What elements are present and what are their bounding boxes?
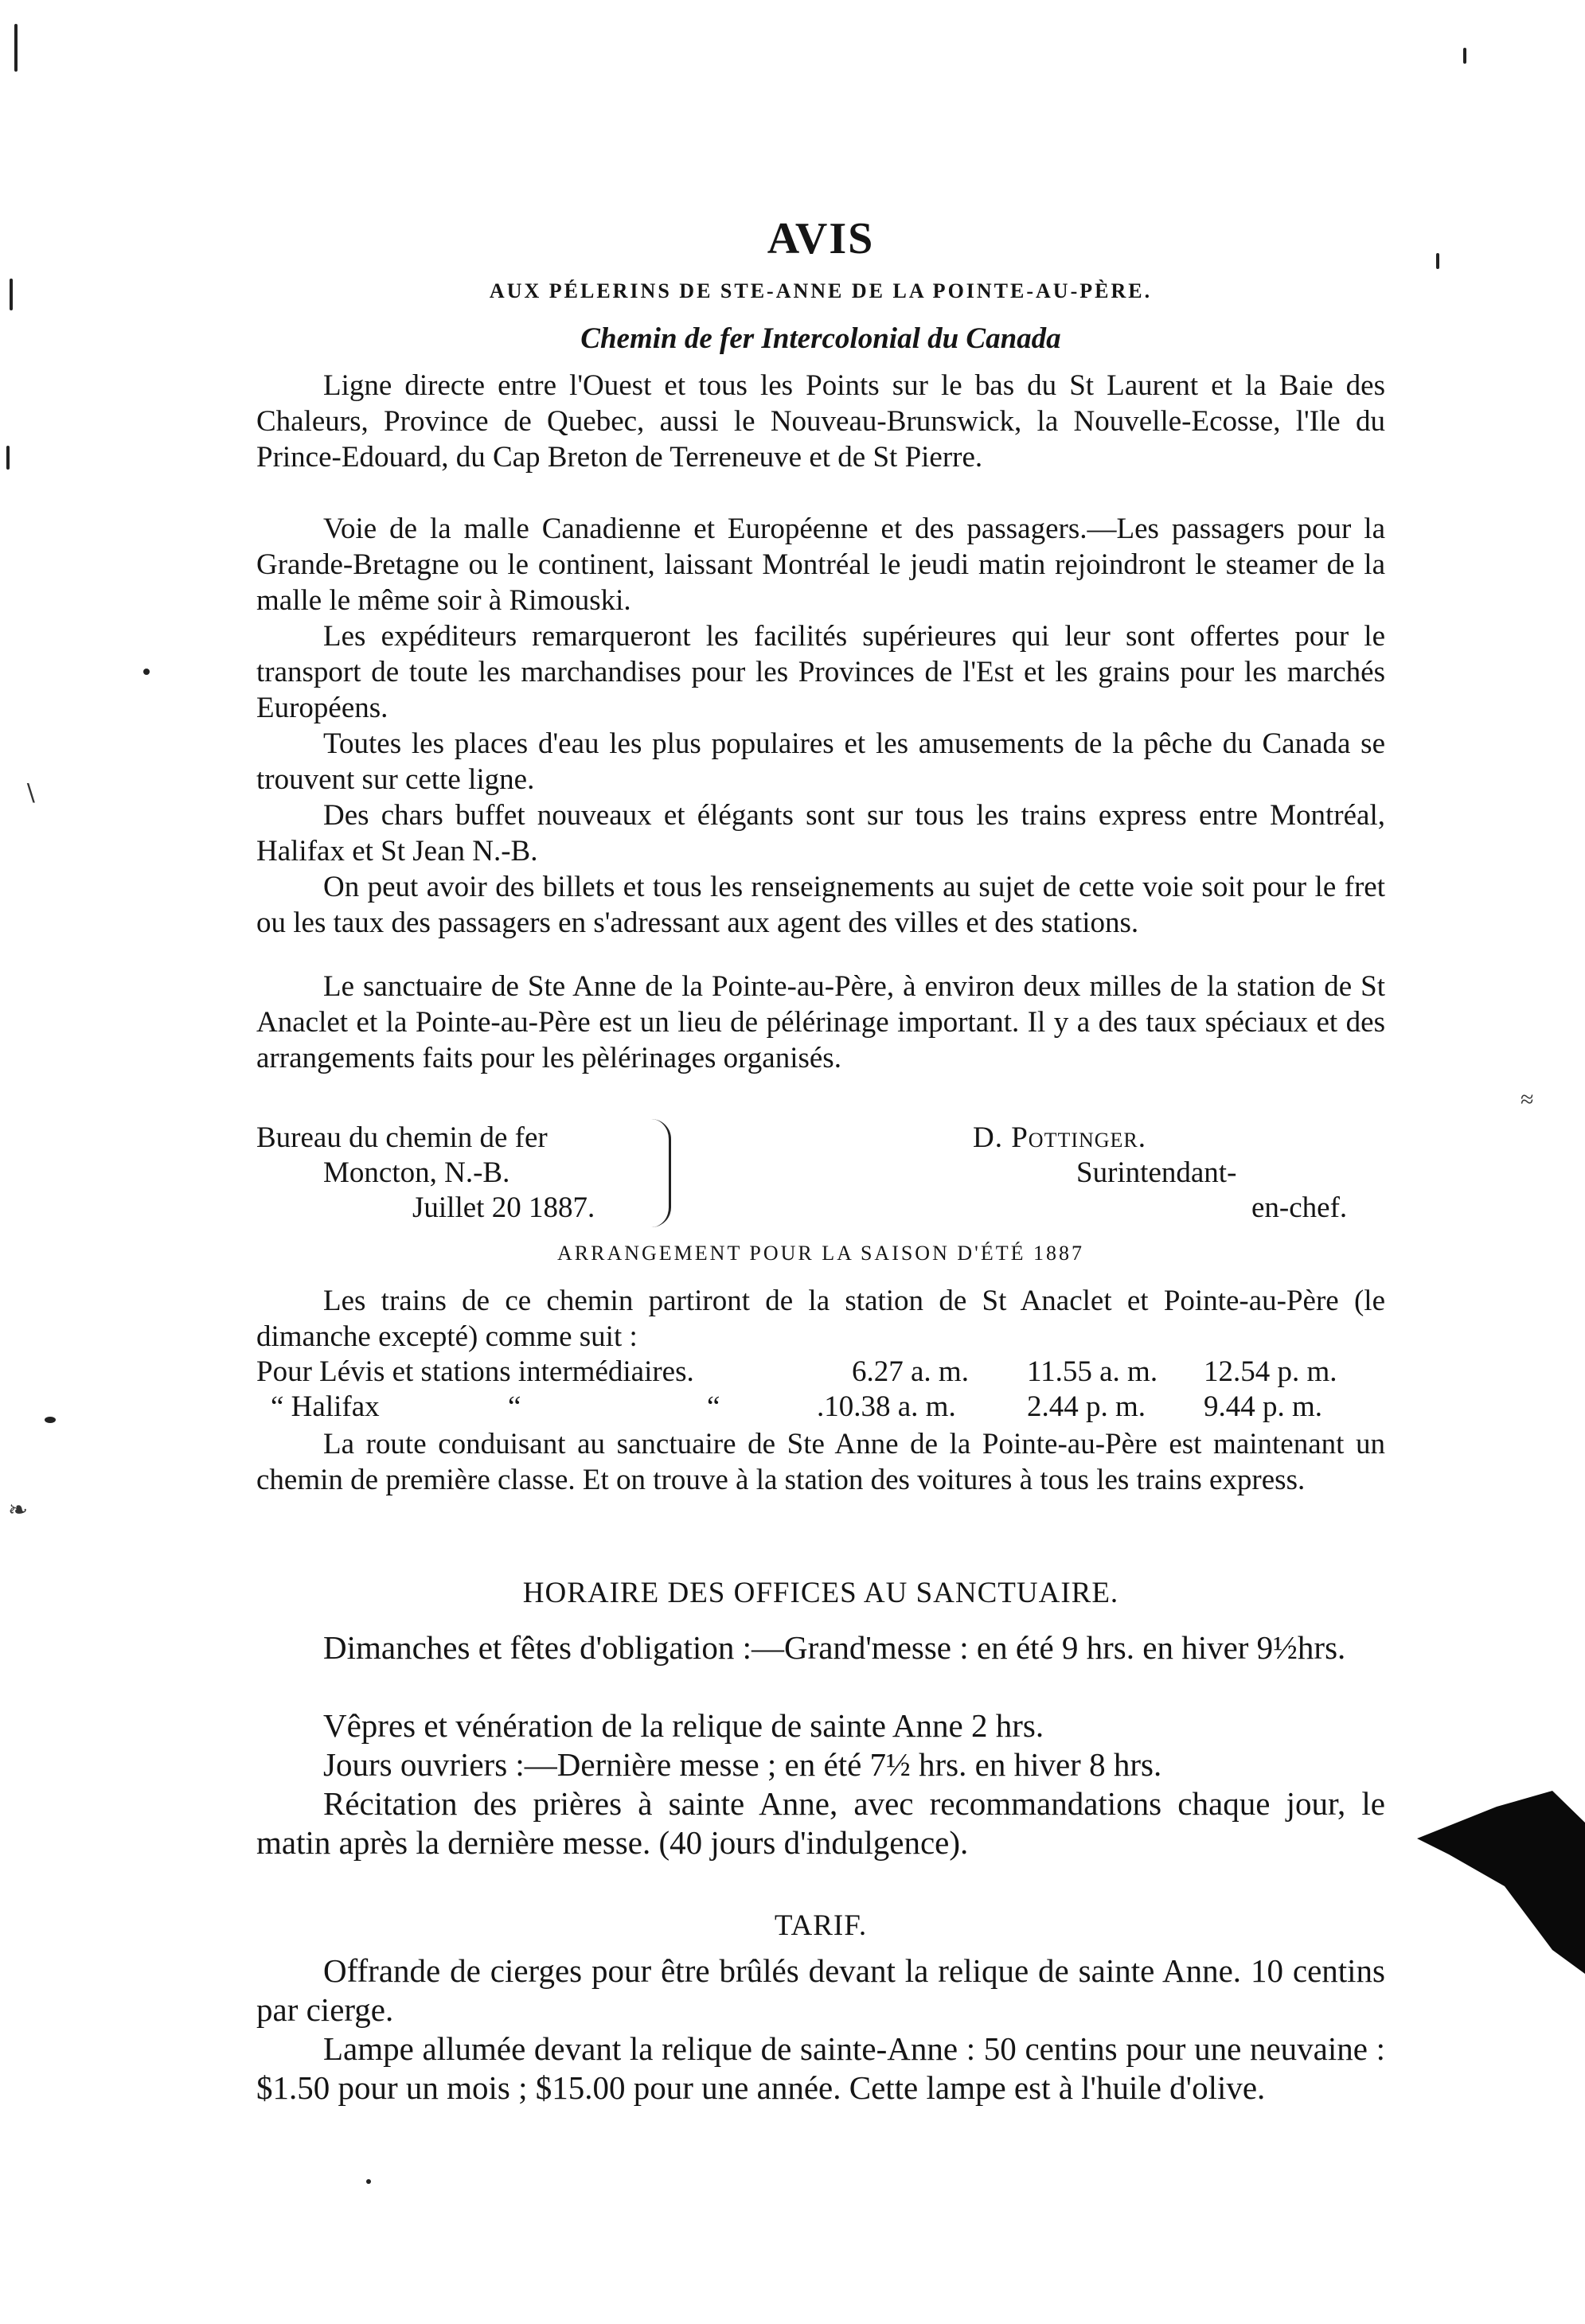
timetable-row-levis-dest: Pour Lévis et stations intermédiaires.: [256, 1355, 694, 1388]
tarif-line-1: Offrande de cierges pour être brûlés devant la relique de sainte Anne. 10 centins par cierge.: [256, 1952, 1385, 2028]
paragraph-sanctuary: Le sanctuaire de Ste Anne de la Pointe-au-Père, à environ deux milles de la station de St Anaclet et la Pointe-au-Père est un lieu de pélérinage important. Il y a des taux spéciaux et des arrangements faits pour les pèlérinages organisés.: [256, 970, 1385, 1074]
page-title: AVIS: [767, 214, 875, 263]
signer-role-2: en-chef.: [1251, 1191, 1348, 1224]
paragraph-route: Ligne directe entre l'Ouest et tous les Points sur le bas du St Laurent et la Baie des Chaleurs, Province de Quebec, aussi le Nouveau-Brunswick, la Nouvelle-Ecosse, l'Ile du Prince-Edouard, du Cap Breton de Terreneuve et de St Pierre.: [256, 369, 1385, 474]
page-subtitle: AUX PÉLERINS DE STE-ANNE DE LA POINTE-AU-PÈRE.: [489, 279, 1153, 302]
horaire-line-3: Jours ouvriers :—Dernière messe ; en été 7½ hrs. en hiver 8 hrs.: [323, 1746, 1162, 1783]
timetable-row-halifax-t2: 2.44 p. m.: [1027, 1390, 1146, 1423]
scan-speck: [6, 446, 10, 470]
timetable-row-levis-t2: 11.55 a. m.: [1027, 1355, 1158, 1388]
scan-speck: [1463, 48, 1466, 64]
arrangement-note: La route conduisant au sanctuaire de Ste Anne de la Pointe-au-Père est maintenant un chemin de première classe. Et on trouve à la station des voitures à tous les trains express.: [256, 1428, 1385, 1496]
office-line-3: Juillet 20 1887.: [412, 1191, 595, 1224]
timetable-row-levis-t3: 12.54 p. m.: [1204, 1355, 1337, 1388]
scan-speck: [14, 24, 18, 72]
timetable-row-halifax-t3: 9.44 p. m.: [1204, 1390, 1323, 1423]
torn-page-shadow: [1417, 1791, 1585, 1974]
horaire-title: HORAIRE DES OFFICES AU SANCTUAIRE.: [522, 1577, 1119, 1609]
paragraph-shippers: Les expéditeurs remarqueront les facilités supérieures qui leur sont offertes pour le transport de toute les marchandises pour les Provinces de l'Est et les grains pour les marchés Européens.: [256, 620, 1385, 724]
horaire-line-4: Récitation des prières à sainte Anne, avec recommandations chaque jour, le matin après la dernière messe. (40 jours d'indulgence).: [256, 1785, 1385, 1861]
timetable-row-halifax-ditto2: “: [707, 1390, 720, 1423]
paragraph-mail: Voie de la malle Canadienne et Européenne et des passagers.—Les passagers pour la Grande-Bretagne ou le continent, laissant Montréal le jeudi matin rejoindront le steamer de la malle le même soir à Rimouski.: [256, 513, 1385, 617]
arrangement-intro: Les trains de ce chemin partiront de la station de St Anaclet et Pointe-au-Père (le dimanche excepté) comme suit :: [256, 1285, 1385, 1353]
scan-speck: [366, 2179, 371, 2184]
timetable-row-halifax-dest: “ Halifax: [271, 1390, 380, 1423]
horaire-line-1: Dimanches et fêtes d'obligation :—Grand'messe : en été 9 hrs. en hiver 9½hrs.: [323, 1629, 1346, 1666]
margin-scribble: ∖: [22, 781, 38, 807]
timetable-row-levis-t1: 6.27 a. m.: [852, 1355, 969, 1388]
signer-name: D. Pottinger.: [973, 1121, 1147, 1154]
timetable-row-halifax-ditto1: “: [508, 1390, 521, 1423]
scan-speck: [143, 669, 150, 675]
tarif-line-2: Lampe allumée devant la relique de sainte-Anne : 50 centins pour une neuvaine : $1.50 pour un mois ; $15.00 pour une année. Cette lampe est à l'huile d'olive.: [256, 2030, 1385, 2106]
signature-brace: [651, 1119, 671, 1227]
paragraph-tickets: On peut avoir des billets et tous les renseignements au sujet de cette voie soit pour le fret ou les taux des passagers en s'adressant aux agent des villes et des stations.: [256, 871, 1385, 939]
margin-scribble: ❧: [8, 1497, 29, 1523]
horaire-line-2: Vêpres et vénération de la relique de sainte Anne 2 hrs.: [323, 1707, 1044, 1744]
scan-speck: [45, 1417, 56, 1423]
paragraph-places: Toutes les places d'eau les plus populaires et les amusements de la pêche du Canada se trouvent sur cette ligne.: [256, 727, 1385, 796]
margin-scribble: ≈: [1521, 1086, 1534, 1113]
office-line-1: Bureau du chemin de fer: [256, 1121, 548, 1154]
signer-role-1: Surintendant-: [1076, 1156, 1237, 1189]
tarif-title: TARIF.: [774, 1909, 868, 1942]
railway-name: Chemin de fer Intercolonial du Canada: [580, 322, 1061, 355]
scan-speck: [1436, 253, 1439, 269]
office-line-2: Moncton, N.-B.: [323, 1156, 510, 1189]
scan-speck: [10, 279, 13, 310]
arrangement-title: ARRANGEMENT POUR LA SAISON D'ÉTÉ 1887: [557, 1242, 1084, 1265]
timetable-row-halifax-t1: .10.38 a. m.: [817, 1390, 956, 1423]
paragraph-buffet: Des chars buffet nouveaux et élégants sont sur tous les trains express entre Montréal, Halifax et St Jean N.-B.: [256, 799, 1385, 868]
